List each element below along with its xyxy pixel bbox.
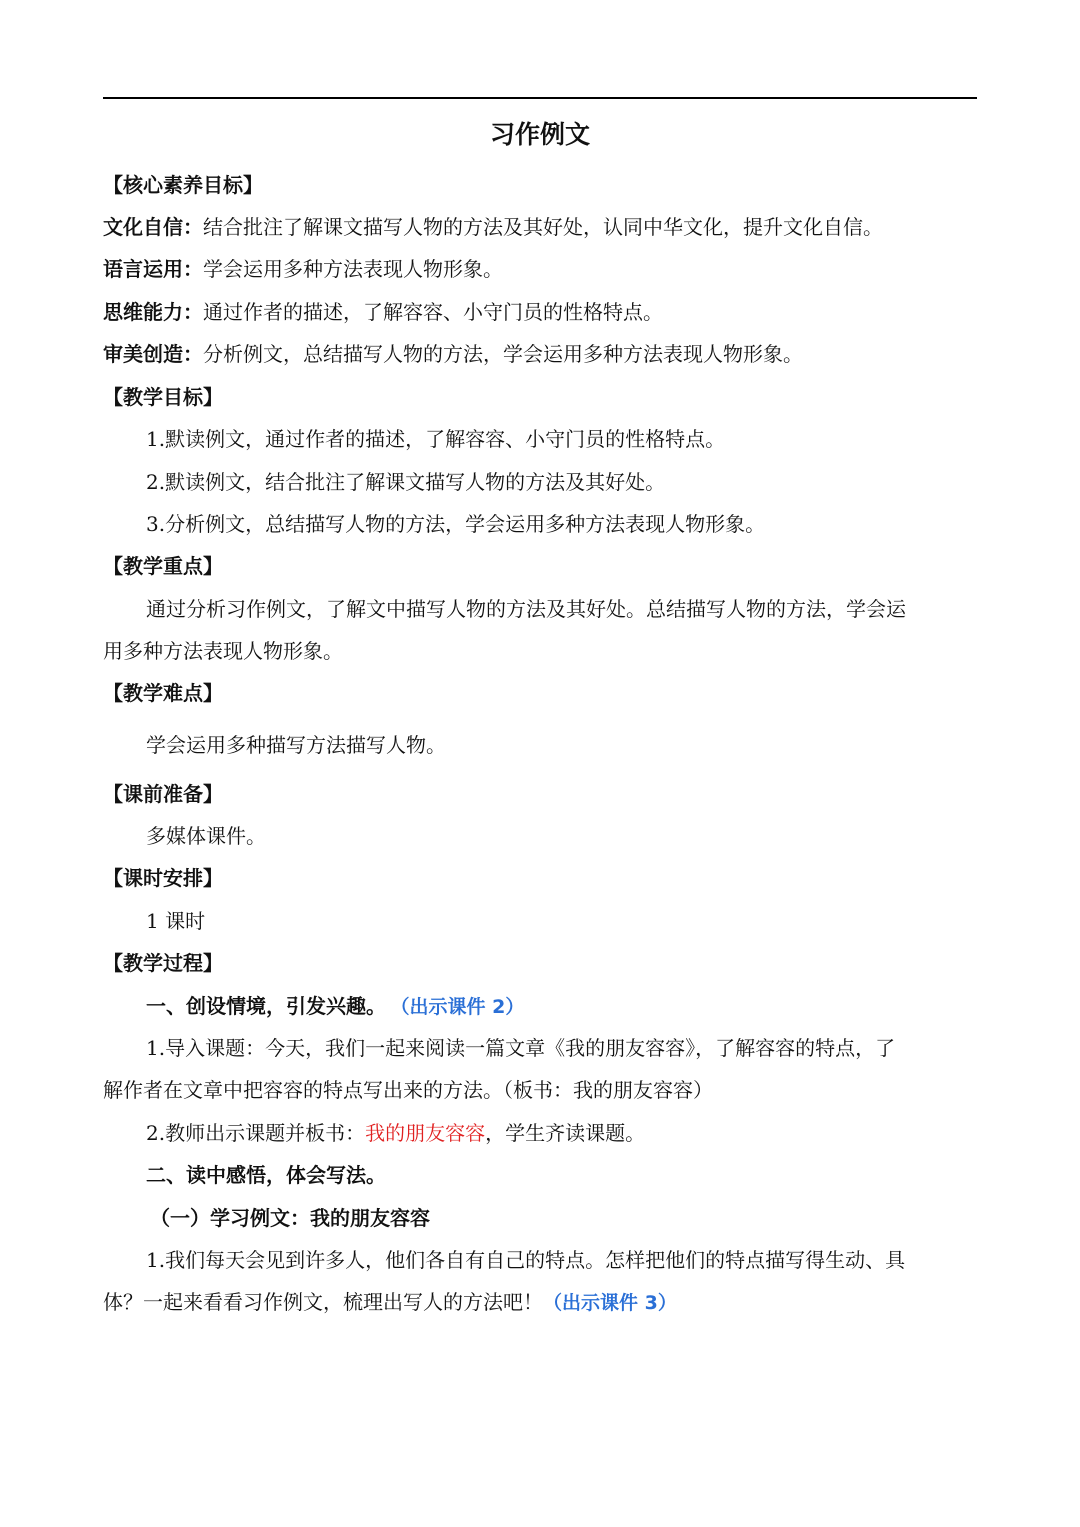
key-points-text: 通过分析习作例文，了解文中描写人物的方法及其好处。总结描写人物的方法，学会运 — [146, 597, 906, 621]
header-rule — [103, 97, 977, 99]
page-title: 习作例文 — [489, 120, 590, 149]
process-item-1-cont: 解作者在文章中把容容的特点写出来的方法。（板书：我的朋友容容） — [103, 1078, 713, 1102]
preparation-heading: 【课前准备】 — [103, 782, 223, 806]
key-points-text-cont: 用多种方法表现人物形象。 — [103, 639, 343, 663]
schedule-text: 1 课时 — [146, 909, 206, 933]
core-goals-heading: 【核心素养目标】 — [103, 173, 263, 197]
subsection-item-1: 1.我们每天会见到许多人，他们各自有自己的特点。怎样把他们的特点描写得生动、具 — [146, 1248, 906, 1272]
core-goal-text: 通过作者的描述，了解容容、小守门员的性格特点。 — [203, 300, 663, 324]
courseware-note: （出示课件 2） — [400, 996, 525, 1018]
teaching-goal-item: 2.默读例文，结合批注了解课文描写人物的方法及其好处。 — [146, 470, 666, 494]
item-2-prefix: 2.教师出示课题并板书： — [146, 1121, 366, 1145]
core-goal-text: 结合批注了解课文描写人物的方法及其好处，认同中华文化，提升文化自信。 — [203, 215, 883, 239]
item-2-suffix: ，学生齐读课题。 — [485, 1121, 646, 1145]
core-goal-label: 思维能力： — [103, 300, 203, 324]
process-item-2 — [146, 1112, 1020, 1154]
core-goal-item — [103, 206, 977, 248]
subsection-item-1-cont — [103, 1281, 977, 1324]
teaching-goals-heading: 【教学目标】 — [103, 385, 223, 409]
process-heading: 【教学过程】 — [103, 951, 223, 975]
difficulties-heading: 【教学难点】 — [103, 681, 223, 705]
teaching-goal-item: 3.分析例文，总结描写人物的方法，学会运用多种方法表现人物形象。 — [146, 512, 766, 536]
process-section-1 — [146, 985, 1020, 1028]
core-goal-label: 审美创造： — [103, 342, 203, 366]
difficulties-text: 学会运用多种描写方法描写人物。 — [146, 733, 446, 757]
courseware-note: （出示课件 3） — [543, 1292, 677, 1314]
subsection-1-title: （一）学习例文：我的朋友容容 — [150, 1206, 430, 1230]
core-goal-item — [103, 291, 977, 333]
core-goal-text: 学会运用多种方法表现人物形象。 — [203, 257, 503, 281]
subsection-item-1-text: 体？一起来看看习作例文，梳理出写人的方法吧！ — [103, 1290, 543, 1314]
board-title-highlight: 我的朋友容容 — [365, 1121, 486, 1145]
process-item-1: 1.导入课题：今天，我们一起来阅读一篇文章《我的朋友容容》，了解容容的特点，了 — [146, 1036, 896, 1060]
teaching-goal-item: 1.默读例文，通过作者的描述，了解容容、小守门员的性格特点。 — [146, 427, 726, 451]
core-goal-item — [103, 333, 977, 375]
core-goal-label: 语言运用： — [103, 257, 203, 281]
core-goal-label: 文化自信： — [103, 215, 203, 239]
section-1-title: 一、创设情境，引发兴趣。 — [146, 994, 386, 1018]
process-section-2: 二、读中感悟，体会写法。 — [146, 1163, 386, 1187]
core-goal-text: 分析例文，总结描写人物的方法，学会运用多种方法表现人物形象。 — [203, 342, 803, 366]
core-goal-item — [103, 248, 977, 290]
preparation-text: 多媒体课件。 — [146, 824, 266, 848]
key-points-heading: 【教学重点】 — [103, 554, 223, 578]
schedule-heading: 【课时安排】 — [103, 866, 223, 890]
